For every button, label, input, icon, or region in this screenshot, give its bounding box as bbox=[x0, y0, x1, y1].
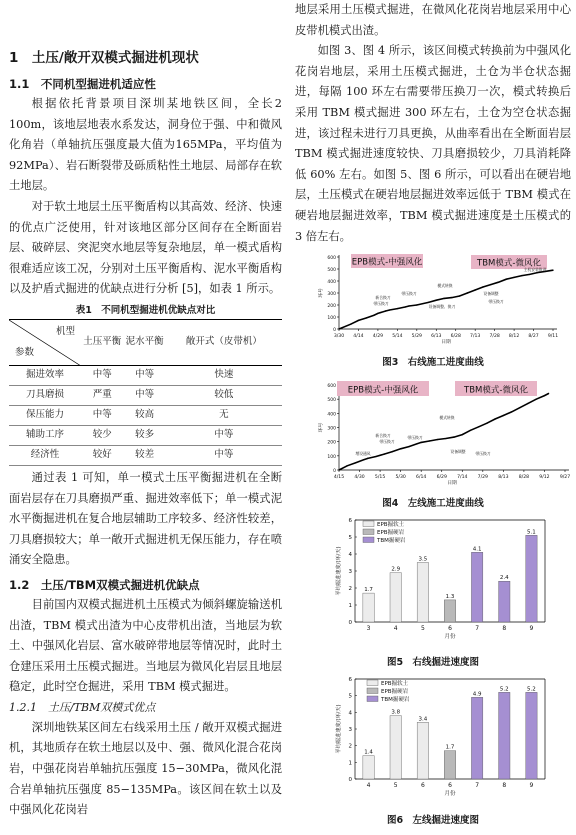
table-cell: 中等 bbox=[166, 445, 282, 465]
data-point bbox=[408, 305, 409, 306]
y-tick-label: 6 bbox=[348, 676, 352, 683]
data-point bbox=[552, 270, 553, 271]
paragraph: 通过表 1 可知，单一模式土压平衡掘进机在全断面岩层存在刀具磨损严重、掘进效率低下；单一模式泥水平衡掘进机在复合地层辅助工序较多、经济性较差，刀具磨损较大；单一敞开式掘进机无保压能力，存在喷涌安全隐患。 bbox=[9, 470, 282, 567]
bar-value-label: 3.8 bbox=[391, 709, 401, 716]
y-tick-label: 1 bbox=[348, 603, 352, 610]
data-point bbox=[366, 317, 367, 318]
y-axis-label: 平均掘进速度/(环/天) bbox=[336, 546, 342, 596]
data-point bbox=[400, 448, 401, 449]
legend-swatch bbox=[363, 529, 374, 535]
bar-value-label: 2.9 bbox=[391, 567, 401, 574]
data-point bbox=[404, 306, 405, 307]
annotation-label: 设备调整 bbox=[483, 291, 499, 297]
table-cell: 较低 bbox=[166, 385, 282, 405]
y-axis-label: 环号 bbox=[319, 288, 324, 298]
data-point bbox=[536, 398, 537, 399]
data-point bbox=[478, 426, 479, 427]
x-tick-label: 6/29 bbox=[436, 474, 447, 480]
data-point bbox=[338, 469, 339, 470]
data-point bbox=[338, 328, 339, 329]
table-row bbox=[9, 405, 282, 425]
bar-value-label: 4.1 bbox=[472, 546, 482, 553]
x-tick-label: 8 bbox=[502, 781, 507, 789]
legend-swatch bbox=[363, 537, 374, 543]
data-point bbox=[462, 434, 463, 435]
x-tick-label: 4 bbox=[393, 625, 398, 633]
y-tick-label: 1 bbox=[348, 760, 352, 767]
bar bbox=[417, 563, 428, 623]
figure-caption: 图3 右线施工进度曲线 bbox=[382, 356, 484, 368]
mode-label: EPB模式-中强风化 bbox=[347, 385, 419, 396]
bar bbox=[363, 756, 374, 779]
table-cell: 快速 bbox=[166, 365, 282, 385]
data-point bbox=[511, 411, 512, 412]
table-row bbox=[9, 385, 282, 405]
data-point bbox=[521, 275, 522, 276]
y-tick-label: 0 bbox=[333, 328, 336, 334]
figure-caption: 图6 左线掘进速度图 bbox=[386, 814, 480, 826]
y-tick-label: 0 bbox=[333, 468, 336, 474]
data-point bbox=[416, 443, 417, 444]
column-header: 土压平衡 bbox=[81, 319, 123, 365]
data-point bbox=[544, 395, 545, 396]
data-point bbox=[453, 436, 454, 437]
paragraph-continued: 地层采用土压模式掘进，在微风化花岗岩地层采用中心皮带机模式出渣。 bbox=[295, 3, 571, 37]
x-tick-label: 4/29 bbox=[372, 334, 384, 340]
table-header-row bbox=[9, 319, 282, 365]
x-axis-label: 日期 bbox=[441, 340, 451, 346]
data-point bbox=[498, 282, 499, 283]
y-tick-label: 200 bbox=[327, 440, 336, 446]
data-point bbox=[529, 274, 530, 275]
x-tick-label: 6 bbox=[420, 781, 425, 789]
data-point bbox=[416, 304, 417, 305]
table-cell: 中等 bbox=[123, 365, 165, 385]
data-point bbox=[429, 440, 430, 441]
bar-value-label: 4.9 bbox=[472, 691, 482, 698]
data-point bbox=[451, 297, 452, 298]
bar-value-label: 1.3 bbox=[445, 594, 455, 601]
table-cell: 严重 bbox=[81, 385, 123, 405]
bar bbox=[499, 582, 510, 623]
row-header-cell: 保压能力 bbox=[9, 405, 81, 425]
paragraph: 根据依托背景项目深圳某地铁区间，全长2 100m，该地层地表水系发达，洞身位于强、中和微风化角岩（单轴抗压强度最大值为165MPa，平均值为92MPa）、岩石断裂带及砾质粘性土地层、局部存在软土地层。 bbox=[9, 97, 282, 193]
row-header-cell: 刀具磨损 bbox=[9, 385, 81, 405]
bar bbox=[390, 716, 401, 779]
legend-swatch bbox=[367, 696, 378, 702]
subsection-heading: 1.2 土压/TBM双模式掘进机优缺点 bbox=[9, 577, 200, 592]
x-tick-label: 5/15 bbox=[374, 474, 386, 480]
data-point bbox=[494, 418, 495, 419]
x-tick-label: 3/30 bbox=[333, 334, 345, 340]
x-tick-label: 7/28 bbox=[489, 334, 500, 340]
y-tick-label: 3 bbox=[348, 726, 352, 733]
table-cell: 中等 bbox=[166, 425, 282, 445]
figure-caption: 图5 右线掘进速度图 bbox=[386, 656, 480, 668]
data-point bbox=[486, 422, 487, 423]
data-point bbox=[389, 309, 390, 310]
y-tick-label: 200 bbox=[327, 304, 336, 310]
bar-value-label: 5.2 bbox=[499, 686, 509, 693]
legend-swatch bbox=[367, 680, 378, 686]
data-point bbox=[347, 465, 348, 466]
bar bbox=[471, 697, 482, 779]
legend-label: TBM掘硬岩 bbox=[381, 696, 410, 703]
data-point bbox=[490, 284, 491, 285]
data-point bbox=[375, 456, 376, 457]
y-tick-label: 100 bbox=[327, 454, 336, 460]
y-tick-label: 400 bbox=[327, 280, 336, 286]
x-tick-label: 4/14 bbox=[353, 334, 364, 340]
bar bbox=[444, 751, 455, 779]
paragraph: 目前国内双模式掘进机土压模式为倾斜螺旋输送机出渣，TBM 模式出渣为中心皮带机出渣，当地层为软土、中强风化岩层、富水破碎带地层等情况时，此时土仓建压采用土压模式掘进。当地层为微风化岩层且地层稳定，此时空仓掘进，采用 TBM 模式掘进。 bbox=[9, 597, 282, 694]
x-tick-label: 5/29 bbox=[411, 334, 422, 340]
bar-value-label: 2.4 bbox=[499, 575, 509, 582]
left-column bbox=[9, 0, 282, 821]
annotation-label: 新合换刀 bbox=[375, 432, 391, 438]
table-body bbox=[9, 365, 282, 465]
annotation-label: 设备调整、换刀 bbox=[428, 304, 456, 310]
data-point bbox=[537, 272, 538, 273]
data-point bbox=[519, 407, 520, 408]
data-point bbox=[437, 439, 438, 440]
annotation-label: 带压换刀 bbox=[407, 434, 423, 440]
x-tick-label: 4 bbox=[366, 781, 371, 789]
x-tick-label: 4/30 bbox=[354, 474, 365, 480]
x-tick-label: 5/14 bbox=[392, 334, 403, 340]
x-tick-label: 8/13 bbox=[498, 474, 509, 480]
data-point bbox=[436, 300, 437, 301]
data-point bbox=[428, 302, 429, 303]
y-tick-label: 300 bbox=[327, 426, 336, 432]
figure-6 bbox=[295, 675, 571, 829]
data-point bbox=[506, 279, 507, 280]
annotation-label: 新合换刀 bbox=[375, 295, 391, 301]
bar bbox=[417, 722, 428, 779]
y-tick-label: 3 bbox=[348, 569, 352, 576]
x-tick-label: 6/28 bbox=[450, 334, 461, 340]
x-tick-label: 6/14 bbox=[416, 474, 427, 480]
y-tick-label: 4 bbox=[348, 710, 352, 717]
table-cell: 无 bbox=[166, 405, 282, 425]
x-tick-label: 9 bbox=[529, 625, 534, 633]
x-tick-label: 3 bbox=[366, 625, 371, 633]
bar-value-label: 1.4 bbox=[364, 749, 373, 756]
table-row bbox=[9, 365, 282, 385]
speed-bar-chart-right bbox=[295, 516, 571, 647]
y-tick-label: 2 bbox=[348, 586, 352, 593]
data-point bbox=[482, 286, 483, 287]
bar bbox=[444, 600, 455, 622]
y-tick-label: 100 bbox=[327, 316, 336, 322]
column-header: 敞开式（皮带机） bbox=[166, 319, 282, 365]
mode-label: EPB模式-中强风化 bbox=[351, 257, 423, 268]
annotation-label: 带压换刀 bbox=[488, 299, 504, 305]
x-tick-label: 9/27 bbox=[559, 474, 571, 480]
x-tick-label: 5/30 bbox=[395, 474, 406, 480]
data-point bbox=[385, 310, 386, 311]
data-point bbox=[445, 438, 446, 439]
table-cell: 中等 bbox=[81, 365, 123, 385]
comparison-table bbox=[9, 319, 282, 466]
bar-value-label: 5.2 bbox=[527, 686, 536, 693]
right-column bbox=[295, 0, 571, 829]
y-tick-label: 300 bbox=[327, 292, 336, 298]
table-cell: 较少 bbox=[81, 425, 123, 445]
legend-swatch bbox=[367, 688, 378, 694]
table-caption: 表1 不同机型掘进机优缺点对比 bbox=[75, 304, 216, 316]
bar bbox=[390, 573, 401, 622]
bar-value-label: 3.4 bbox=[418, 716, 428, 723]
x-axis-label: 日期 bbox=[447, 480, 457, 486]
y-axis-label: 环号 bbox=[319, 422, 324, 433]
legend-swatch bbox=[363, 521, 374, 527]
paragraph: 对于软土地层土压平衡盾构以其高效、经济、快速的优点广泛使用，针对该地区部分区间存在全断面岩层、破碎层、突泥突水地层等复杂地层，单一模式盾构很难适应该工况，分别对土压平衡盾构、泥水平衡盾构以及护盾式掘进的优缺点进行分析 [5]，如表 1 所示。 bbox=[9, 199, 282, 296]
bar-value-label: 1.7 bbox=[364, 587, 373, 594]
data-point bbox=[358, 320, 359, 321]
x-tick-label: 8/28 bbox=[518, 474, 530, 480]
figure-4 bbox=[295, 377, 571, 513]
x-tick-label: 9/11 bbox=[547, 334, 559, 340]
data-point bbox=[527, 402, 528, 403]
annotation-label: 带压换刀 bbox=[373, 301, 389, 307]
data-point bbox=[367, 457, 368, 458]
table-row bbox=[9, 445, 282, 465]
bar-value-label: 3.5 bbox=[418, 556, 428, 563]
progress-line bbox=[339, 393, 549, 470]
figure-3 bbox=[295, 251, 571, 371]
bar-value-label: 1.7 bbox=[445, 744, 455, 751]
row-header-cell: 掘进效率 bbox=[9, 365, 81, 385]
bar bbox=[363, 593, 374, 622]
bar bbox=[471, 553, 482, 623]
x-tick-label: 7/29 bbox=[477, 474, 488, 480]
x-axis-label: 月份 bbox=[444, 634, 456, 641]
progress-line-chart-left bbox=[295, 377, 571, 489]
table-cell: 中等 bbox=[123, 385, 165, 405]
x-tick-label: 8/12 bbox=[508, 334, 520, 340]
y-tick-label: 4 bbox=[348, 552, 352, 559]
y-tick-label: 600 bbox=[327, 256, 336, 262]
bar bbox=[526, 692, 537, 779]
y-axis-label: 平均掘进速度/(环/天) bbox=[336, 704, 342, 754]
figure-5 bbox=[295, 516, 571, 671]
y-tick-label: 600 bbox=[327, 383, 336, 389]
subsubsection-heading: 1.2.1 土压/TBM双模式优点 bbox=[9, 700, 156, 714]
table-cell: 较好 bbox=[81, 445, 123, 465]
progress-line bbox=[339, 270, 553, 329]
annotation-label: 设备调整 bbox=[450, 448, 466, 454]
legend-label: EPB掘软土 bbox=[377, 522, 405, 529]
annotation-label: 带压换刀 bbox=[401, 291, 417, 297]
figure-caption: 图4 左线施工进度曲线 bbox=[382, 498, 484, 510]
y-tick-label: 5 bbox=[348, 535, 352, 542]
y-tick-label: 6 bbox=[348, 518, 352, 525]
x-tick-label: 4/15 bbox=[333, 474, 345, 480]
bar-value-label: 5.1 bbox=[527, 529, 536, 536]
y-tick-label: 2 bbox=[348, 743, 352, 750]
x-tick-label: 6/13 bbox=[431, 334, 442, 340]
diag-label-param: 参数 bbox=[15, 346, 35, 358]
x-tick-label: 7/14 bbox=[457, 474, 468, 480]
x-axis-label: 月份 bbox=[444, 790, 456, 797]
data-point bbox=[459, 295, 460, 296]
x-tick-label: 7/13 bbox=[470, 334, 481, 340]
data-point bbox=[373, 315, 374, 316]
y-tick-label: 0 bbox=[348, 776, 352, 783]
table-row bbox=[9, 425, 282, 445]
annotation-label: 带压换刀 bbox=[379, 438, 395, 444]
table-cell: 较高 bbox=[123, 405, 165, 425]
x-tick-label: 8/27 bbox=[528, 334, 539, 340]
data-point bbox=[503, 414, 504, 415]
table-cell: 中等 bbox=[81, 405, 123, 425]
data-point bbox=[377, 313, 378, 314]
data-point bbox=[420, 441, 421, 442]
paragraph: 深圳地铁某区间左右线采用土压 / 敞开双模式掘进机，其地质存在软土地层以及中、强、微风化混合花岗岩，中强花岗岩单轴抗压强度 15−30MPa，微风化混合岩单轴抗压强度 85−135MPa。该区间在软土以及中强风化花岗岩 bbox=[9, 720, 282, 817]
y-tick-label: 400 bbox=[327, 412, 336, 418]
legend-label: EPB掘硬岩 bbox=[377, 530, 405, 537]
mode-label: TBM模式-微风化 bbox=[464, 385, 528, 396]
annotation-label: 增设通风 bbox=[355, 450, 371, 456]
row-header-cell: 经济性 bbox=[9, 445, 81, 465]
mode-label: TBM模式-微风化 bbox=[477, 258, 541, 269]
diag-label-type: 机型 bbox=[55, 325, 75, 337]
legend-label: EPB掘硬岩 bbox=[381, 688, 409, 695]
data-point bbox=[355, 462, 356, 463]
diagonal-header-cell bbox=[9, 319, 81, 365]
data-point bbox=[470, 429, 471, 430]
paragraph: 如图 3、图 4 所示，该区间模式转换前为中强风化花岗岩地层，采用土压模式掘进，土仓为半仓状态掘进，每隔 100 环左右需要带压换刀一次，模式转换后采用 TBM 模式掘进 300 环左右，土仓为空仓状态掘进，该过程未进行刀具更换，从曲率看出在全断面岩层 TBM 模式掘进速度较快、刀具磨损较少，刀具消耗降低 60% 左右。如图 5、图 6 所示，可以看出在硬岩地层，土压模式在硬岩地层掘进效率远低于 TBM 模式在硬岩地层掘进效率，TBM 模式掘进速度是土压模式的 3 倍左右。 bbox=[295, 44, 571, 243]
data-point bbox=[474, 289, 475, 290]
y-tick-label: 500 bbox=[327, 397, 336, 403]
x-tick-label: 7 bbox=[475, 781, 480, 789]
progress-line-chart-right bbox=[295, 251, 571, 347]
speed-bar-chart-left bbox=[295, 675, 571, 805]
bar bbox=[499, 692, 510, 779]
data-point bbox=[548, 393, 549, 394]
annotation-label: 主机安装推进 bbox=[523, 267, 547, 273]
data-point bbox=[392, 451, 393, 452]
data-point bbox=[384, 453, 385, 454]
x-tick-label: 6 bbox=[448, 625, 452, 633]
x-tick-label: 5 bbox=[393, 781, 398, 789]
data-point bbox=[350, 324, 351, 325]
bar bbox=[526, 536, 537, 623]
annotation-label: 模式转换 bbox=[437, 283, 453, 289]
row-header-cell: 辅助工序 bbox=[9, 425, 81, 445]
data-point bbox=[513, 277, 514, 278]
data-point bbox=[408, 446, 409, 447]
y-tick-label: 0 bbox=[348, 620, 352, 627]
x-tick-label: 9/12 bbox=[539, 474, 550, 480]
data-point bbox=[467, 292, 468, 293]
annotation-label: 模式转换 bbox=[439, 414, 455, 420]
data-point bbox=[443, 298, 444, 299]
data-point bbox=[397, 308, 398, 309]
section-heading: 1 土压/敞开双模式掘进机现状 bbox=[9, 50, 199, 66]
x-tick-label: 8 bbox=[502, 625, 507, 633]
legend-label: EPB掘软土 bbox=[381, 680, 409, 687]
x-tick-label: 7 bbox=[475, 625, 480, 633]
column-header: 泥水平衡 bbox=[123, 319, 165, 365]
y-tick-label: 500 bbox=[327, 268, 336, 274]
subsection-heading: 1.1 不同机型掘进机适应性 bbox=[9, 77, 156, 91]
annotation-label: 带压换刀 bbox=[475, 450, 491, 456]
y-tick-label: 5 bbox=[348, 693, 352, 700]
table-cell: 较多 bbox=[123, 425, 165, 445]
x-tick-label: 6 bbox=[448, 781, 452, 789]
legend-label: TBM掘硬岩 bbox=[377, 538, 406, 545]
table-cell: 较差 bbox=[123, 445, 165, 465]
x-tick-label: 9 bbox=[529, 781, 534, 789]
data-point bbox=[363, 459, 364, 460]
x-tick-label: 5 bbox=[420, 625, 425, 633]
